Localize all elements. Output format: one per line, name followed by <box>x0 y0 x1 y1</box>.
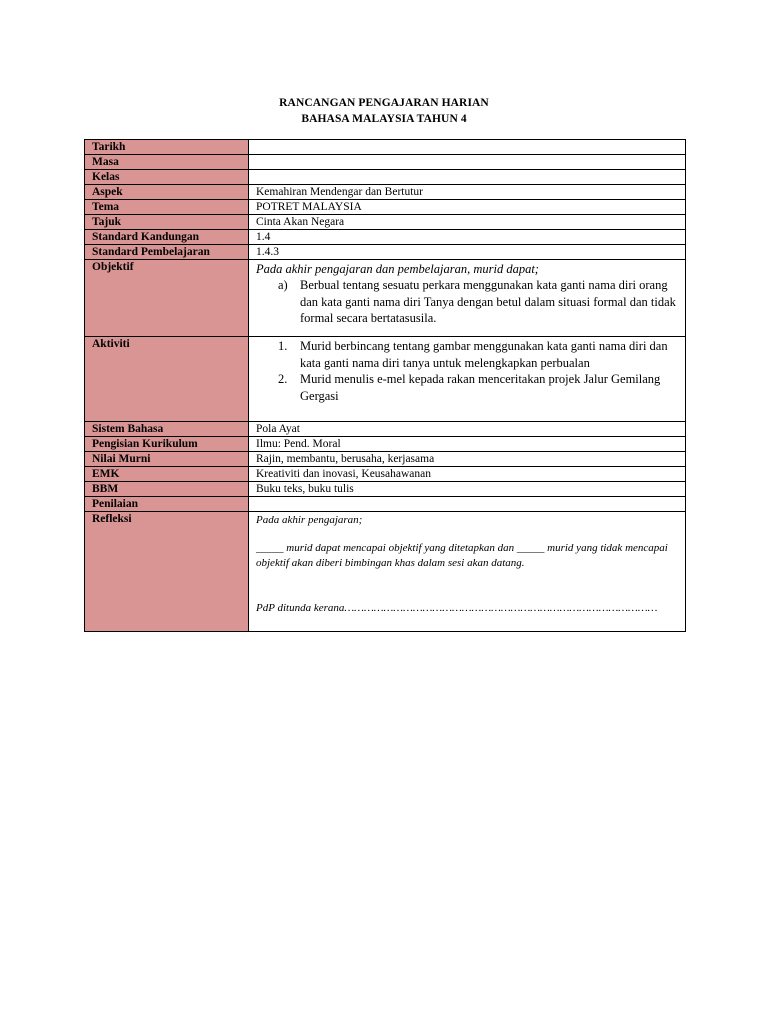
objektif-item <box>278 277 678 327</box>
row-masa <box>85 155 686 170</box>
value-penilaian <box>249 497 686 512</box>
value-bbm: Buku teks, buku tulis <box>249 482 686 497</box>
row-standard-pembelajaran <box>85 245 686 260</box>
document-title <box>0 95 768 127</box>
row-aktiviti <box>85 337 686 422</box>
label-objektif: Objektif <box>85 260 249 337</box>
label-bbm: BBM <box>85 482 249 497</box>
refleksi-line-1: Pada akhir pengajaran; <box>256 514 363 526</box>
label-tema: Tema <box>85 200 249 215</box>
value-objektif <box>249 260 686 337</box>
value-sistem-bahasa: Pola Ayat <box>249 422 686 437</box>
value-standard-pembelajaran: 1.4.3 <box>249 245 686 260</box>
refleksi-line-2: _____ murid dapat mencapai objektif yang ditetapkan dan _____ murid yang tidak mencapai objektif akan diberi bimbingan khas dalam sesi akan datang. <box>256 542 668 569</box>
row-tarikh <box>85 140 686 155</box>
label-sistem-bahasa: Sistem Bahasa <box>85 422 249 437</box>
value-kelas <box>249 170 686 185</box>
label-nilai-murni: Nilai Murni <box>85 452 249 467</box>
title-line-2: BAHASA MALAYSIA TAHUN 4 <box>301 113 467 125</box>
title-line-1: RANCANGAN PENGAJARAN HARIAN <box>279 97 489 109</box>
objektif-item-text: Berbual tentang sesuatu perkara menggunakan kata ganti nama diri orang dan kata ganti nama diri Tanya dengan betul dalam situasi formal dan tidak formal secara bertatasusila. <box>300 278 676 325</box>
row-tajuk <box>85 215 686 230</box>
value-standard-kandungan: 1.4 <box>249 230 686 245</box>
label-pengisian-kurikulum: Pengisian Kurikulum <box>85 437 249 452</box>
aktiviti-item-marker: 2. <box>278 372 288 386</box>
label-emk: EMK <box>85 467 249 482</box>
label-standard-pembelajaran: Standard Pembelajaran <box>85 245 249 260</box>
label-kelas: Kelas <box>85 170 249 185</box>
objektif-intro: Pada akhir pengajaran dan pembelajaran, murid dapat; <box>256 262 539 276</box>
label-tajuk: Tajuk <box>85 215 249 230</box>
aktiviti-item <box>278 371 678 404</box>
objektif-item-marker: a) <box>278 278 288 292</box>
label-aspek: Aspek <box>85 185 249 200</box>
row-aspek <box>85 185 686 200</box>
label-aktiviti: Aktiviti <box>85 337 249 422</box>
row-penilaian <box>85 497 686 512</box>
row-emk <box>85 467 686 482</box>
row-objektif <box>85 260 686 337</box>
value-tarikh <box>249 140 686 155</box>
label-refleksi: Refleksi <box>85 512 249 632</box>
aktiviti-item-text: Murid berbincang tentang gambar menggunakan kata ganti nama diri dan kata ganti nama diri tanya untuk melengkapkan perbualan <box>300 339 668 370</box>
row-sistem-bahasa <box>85 422 686 437</box>
aktiviti-list <box>256 338 678 404</box>
label-standard-kandungan: Standard Kandungan <box>85 230 249 245</box>
label-tarikh: Tarikh <box>85 140 249 155</box>
row-refleksi <box>85 512 686 632</box>
objektif-list <box>256 277 678 327</box>
value-tajuk: Cinta Akan Negara <box>249 215 686 230</box>
row-bbm <box>85 482 686 497</box>
value-tema: POTRET MALAYSIA <box>249 200 686 215</box>
refleksi-line-3: PdP ditunda kerana…………………………………………………………………………………… <box>256 602 658 614</box>
row-kelas <box>85 170 686 185</box>
value-nilai-murni: Rajin, membantu, berusaha, kerjasama <box>249 452 686 467</box>
value-refleksi <box>249 512 686 632</box>
value-pengisian-kurikulum: Ilmu: Pend. Moral <box>249 437 686 452</box>
value-emk: Kreativiti dan inovasi, Keusahawanan <box>249 467 686 482</box>
lesson-plan-table <box>84 139 686 632</box>
value-masa <box>249 155 686 170</box>
aktiviti-item-text: Murid menulis e-mel kepada rakan menceritakan projek Jalur Gemilang Gergasi <box>300 372 661 403</box>
value-aktiviti <box>249 337 686 422</box>
aktiviti-item-marker: 1. <box>278 339 288 353</box>
label-masa: Masa <box>85 155 249 170</box>
row-standard-kandungan <box>85 230 686 245</box>
row-nilai-murni <box>85 452 686 467</box>
value-aspek: Kemahiran Mendengar dan Bertutur <box>249 185 686 200</box>
row-pengisian-kurikulum <box>85 437 686 452</box>
row-tema <box>85 200 686 215</box>
aktiviti-item <box>278 338 678 371</box>
label-penilaian: Penilaian <box>85 497 249 512</box>
